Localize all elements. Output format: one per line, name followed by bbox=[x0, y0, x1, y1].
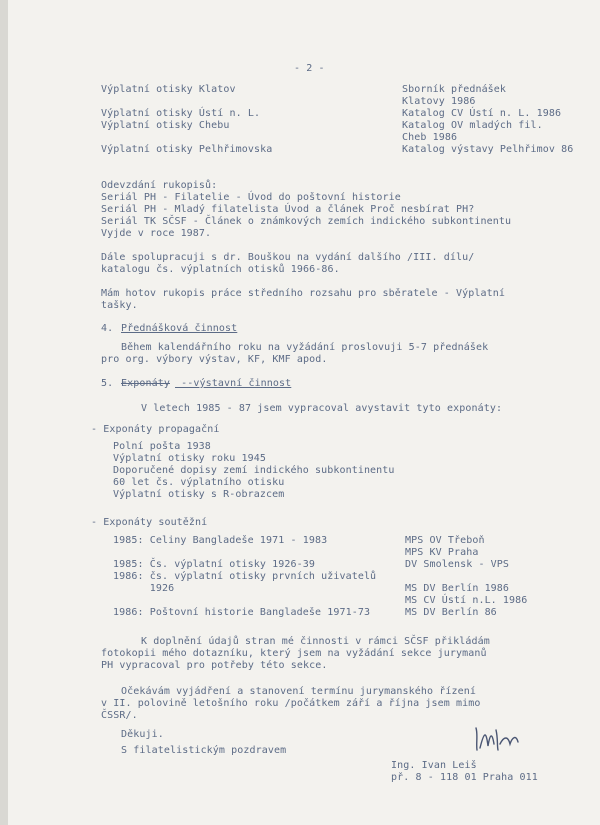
comp-award: MPS OV Třeboň bbox=[405, 535, 485, 546]
catalog-left-1: Výplatní otisky Klatov bbox=[101, 84, 236, 95]
manuscript-line: Seriál PH - Filatelie - Úvod do poštovní historie bbox=[101, 192, 401, 203]
promo-item: Polní pošta 1938 bbox=[113, 441, 211, 452]
comp-award: MPS KV Praha bbox=[405, 547, 479, 558]
finished-line: Mám hotov rukopis práce středního rozsahu pro sběratele - Výplatní bbox=[101, 288, 505, 299]
catalog-right-5: Cheb 1986 bbox=[402, 132, 458, 143]
cooperation-line: Dále spolupracuji s dr. Bouškou na vydání dalšího /III. dílu/ bbox=[101, 252, 475, 263]
catalog-right-3: Katalog CV Ústí n. L. 1986 bbox=[402, 108, 562, 119]
signer-name: Ing. Ivan Leiš bbox=[391, 760, 477, 771]
greeting: S filatelistickým pozdravem bbox=[121, 745, 287, 756]
closing-para2-line: Očekávám vyjádření a stanovení termínu jurymanského řízení bbox=[121, 686, 476, 697]
closing-para1-line: fotokopii mého dotazníku, který jsem na vyžádání sekce jurymanů bbox=[101, 648, 487, 659]
comp-heading: - Exponáty soutěžní bbox=[91, 517, 208, 528]
manuscript-line: Vyjde v roce 1987. bbox=[101, 228, 212, 239]
cooperation-line: katalogu čs. výplatních otisků 1966-86. bbox=[101, 264, 340, 275]
promo-item: Výplatní otisky roku 1945 bbox=[113, 453, 267, 464]
comp-entry: 1986: čs. výplatní otisky prvních uživatelů bbox=[113, 571, 377, 582]
promo-heading: - Exponáty propagační bbox=[91, 424, 220, 435]
section4-line: pro org. výbory výstav, KF, KMF apod. bbox=[101, 354, 328, 365]
comp-entry: 1985: Čs. výplatní otisky 1926-39 bbox=[113, 559, 315, 570]
manuscripts-heading: Odevzdání rukopisů: bbox=[101, 180, 218, 191]
closing-para1-line: PH vypracoval pro potřeby této sekce. bbox=[101, 660, 328, 671]
finished-line: tašky. bbox=[101, 300, 138, 311]
promo-item: Doporučené dopisy zemí indického subkontinentu bbox=[113, 465, 395, 476]
catalog-left-6: Výplatní otisky Pelhřimovska bbox=[101, 144, 273, 155]
section5-heading-struck: Exponáty bbox=[121, 378, 170, 389]
section4-number: 4. bbox=[101, 323, 114, 334]
comp-award: MS CV Ústí n.L. 1986 bbox=[405, 595, 528, 606]
closing-para2-line: ČSSR/. bbox=[101, 710, 138, 721]
manuscript-line: Seriál PH - Mladý filatelista Úvod a článek Proč nesbírat PH? bbox=[101, 204, 475, 215]
closing-para1-line: K doplnění údajů stran mé činnosti v rámci SČSF přikládám bbox=[141, 636, 490, 647]
promo-item: Výplatní otisky s R-obrazcem bbox=[113, 489, 285, 500]
comp-entry: 1985: Celiny Bangladeše 1971 - 1983 bbox=[113, 535, 328, 546]
manuscript-line: Seriál TK SČSF - Článek o známkových zemích indického subkontinentu bbox=[101, 216, 512, 227]
comp-entry: 1986: Poštovní historie Bangladeše 1971-73 bbox=[113, 607, 371, 618]
handwritten-signature-icon bbox=[470, 722, 530, 754]
catalog-left-4: Výplatní otisky Chebu bbox=[101, 120, 230, 131]
signer-address: př. 8 - 118 01 Praha 011 bbox=[391, 772, 538, 783]
section5-intro: V letech 1985 - 87 jsem vypracoval avystavit tyto exponáty: bbox=[141, 403, 503, 414]
comp-entry: 1926 bbox=[113, 583, 175, 594]
section5-heading: --výstavní činnost bbox=[175, 378, 292, 389]
section4-heading: Přednášková činnost bbox=[121, 323, 238, 334]
comp-award: DV Smolensk - VPS bbox=[405, 559, 510, 570]
catalog-right-2: Klatovy 1986 bbox=[402, 96, 476, 107]
closing-para2-line: v II. polovině letošního roku /počátkem září a října jsem mimo bbox=[101, 698, 481, 709]
section4-line: Během kalendářního roku na vyžádání proslovuji 5-7 přednášek bbox=[121, 342, 489, 353]
section5-number: 5. bbox=[101, 378, 114, 389]
thanks: Děkuji. bbox=[121, 729, 164, 740]
comp-award: MS DV Berlín 1986 bbox=[405, 583, 510, 594]
catalog-right-1: Sborník přednášek bbox=[402, 84, 507, 95]
catalog-right-6: Katalog výstavy Pelhřimov 86 bbox=[402, 144, 574, 155]
comp-award: MS DV Berlín 86 bbox=[405, 607, 497, 618]
page-number: - 2 - bbox=[294, 63, 325, 74]
catalog-left-3: Výplatní otisky Ústí n. L. bbox=[101, 108, 261, 119]
paper-edge-shadow bbox=[0, 0, 8, 825]
catalog-right-4: Katalog OV mladých fil. bbox=[402, 120, 543, 131]
promo-item: 60 let čs. výplatního otisku bbox=[113, 477, 285, 488]
